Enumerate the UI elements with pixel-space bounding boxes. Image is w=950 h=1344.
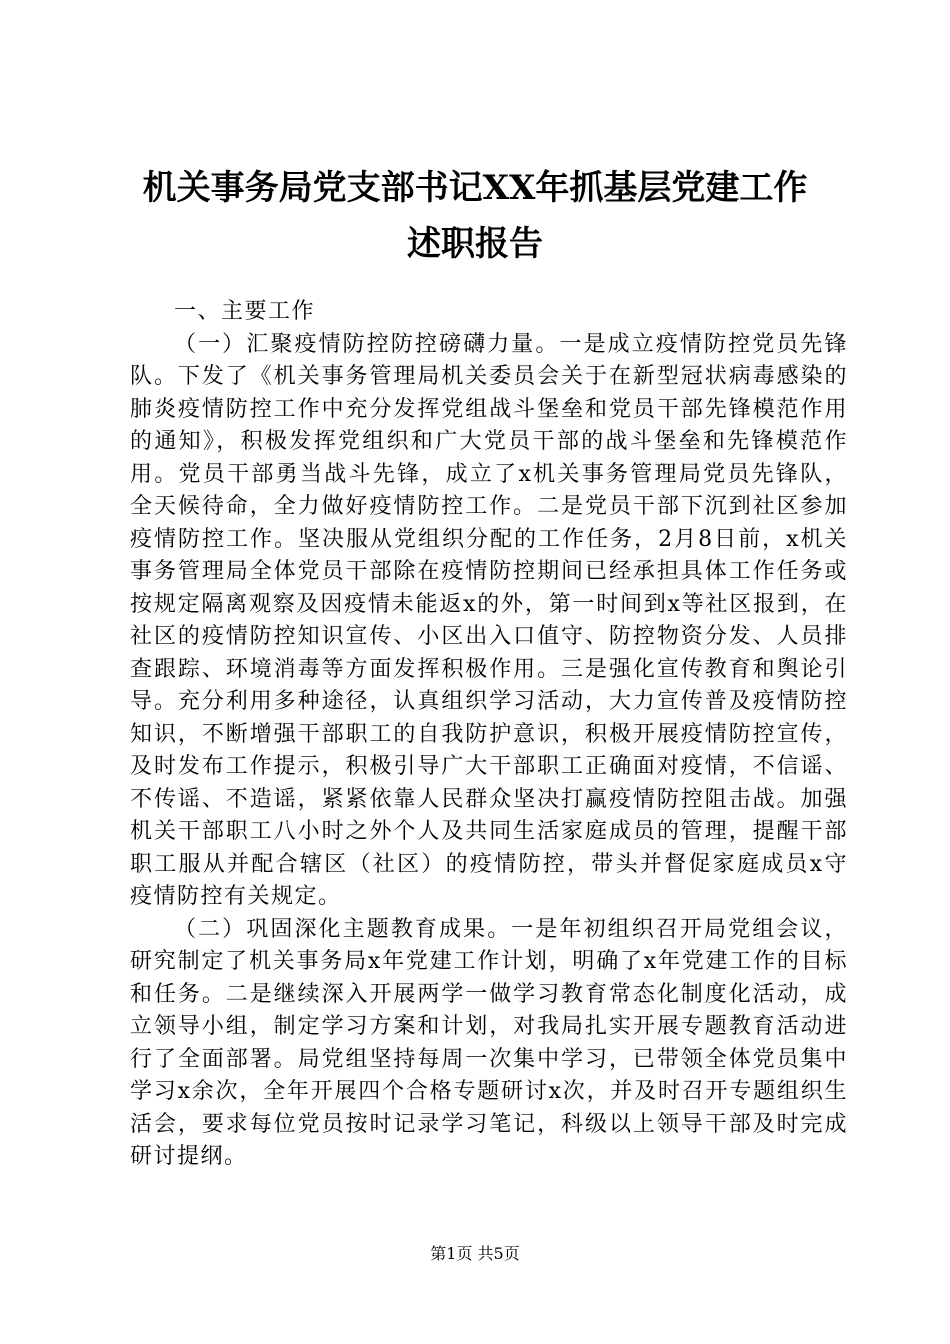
document-body	[130, 296, 848, 1174]
document-title	[120, 160, 830, 272]
paragraph-2: （二）巩固深化主题教育成果。一是年初组织召开局党组会议，研究制定了机关事务局x年党建工作计划，明确了x年党建工作的目标和任务。二是继续深入开展两学一做学习教育常态化制度化活动，成立领导小组，制定学习方案和计划，对我局扎实开展专题教育活动进行了全面部署。局党组坚持每周一次集中学习，已带领全体党员集中学习x余次，全年开展四个合格专题研讨x次，并及时召开专题组织生活会，要求每位党员按时记录学习笔记，科级以上领导干部及时完成研讨提纲。	[130, 916, 848, 1169]
title-line-2: 述职报告	[407, 224, 543, 264]
page-footer: 第1页 共5页	[430, 1244, 520, 1263]
paragraph-1: （一）汇聚疫情防控防控磅礴力量。一是成立疫情防控党员先锋队。下发了《机关事务管理局机关委员会关于在新型冠状病毒感染的肺炎疫情防控工作中充分发挥党组战斗堡垒和党员干部先锋模范作用的通知》，积极发挥党组织和广大党员干部的战斗堡垒和先锋模范作用。党员干部勇当战斗先锋，成立了x机关事务管理局党员先锋队，全天候待命，全力做好疫情防控工作。二是党员干部下沉到社区参加疫情防控工作。坚决服从党组织分配的工作任务，2月8日前，x机关事务管理局全体党员干部除在疫情防控期间已经承担具体工作任务或按规定隔离观察及因疫情未能返x的外，第一时间到x等社区报到，在社区的疫情防控知识宣传、小区出入口值守、防控物资分发、人员排查跟踪、环境消毒等方面发挥积极作用。三是强化宣传教育和舆论引导。充分利用多种途径，认真组织学习活动，大力宣传普及疫情防控知识，不断增强干部职工的自我防护意识，积极开展疫情防控宣传，及时发布工作提示，积极引导广大干部职工正确面对疫情，不信谣、不传谣、不造谣，紧紧依靠人民群众坚决打赢疫情防控阻击战。加强机关干部职工八小时之外个人及共同生活家庭成员的管理，提醒干部职工服从并配合辖区（社区）的疫情防控，带头并督促家庭成员x守疫情防控有关规定。	[130, 331, 848, 909]
section-heading: 一、主要工作	[174, 299, 316, 324]
title-line-1: 机关事务局党支部书记XX年抓基层党建工作	[142, 168, 808, 208]
